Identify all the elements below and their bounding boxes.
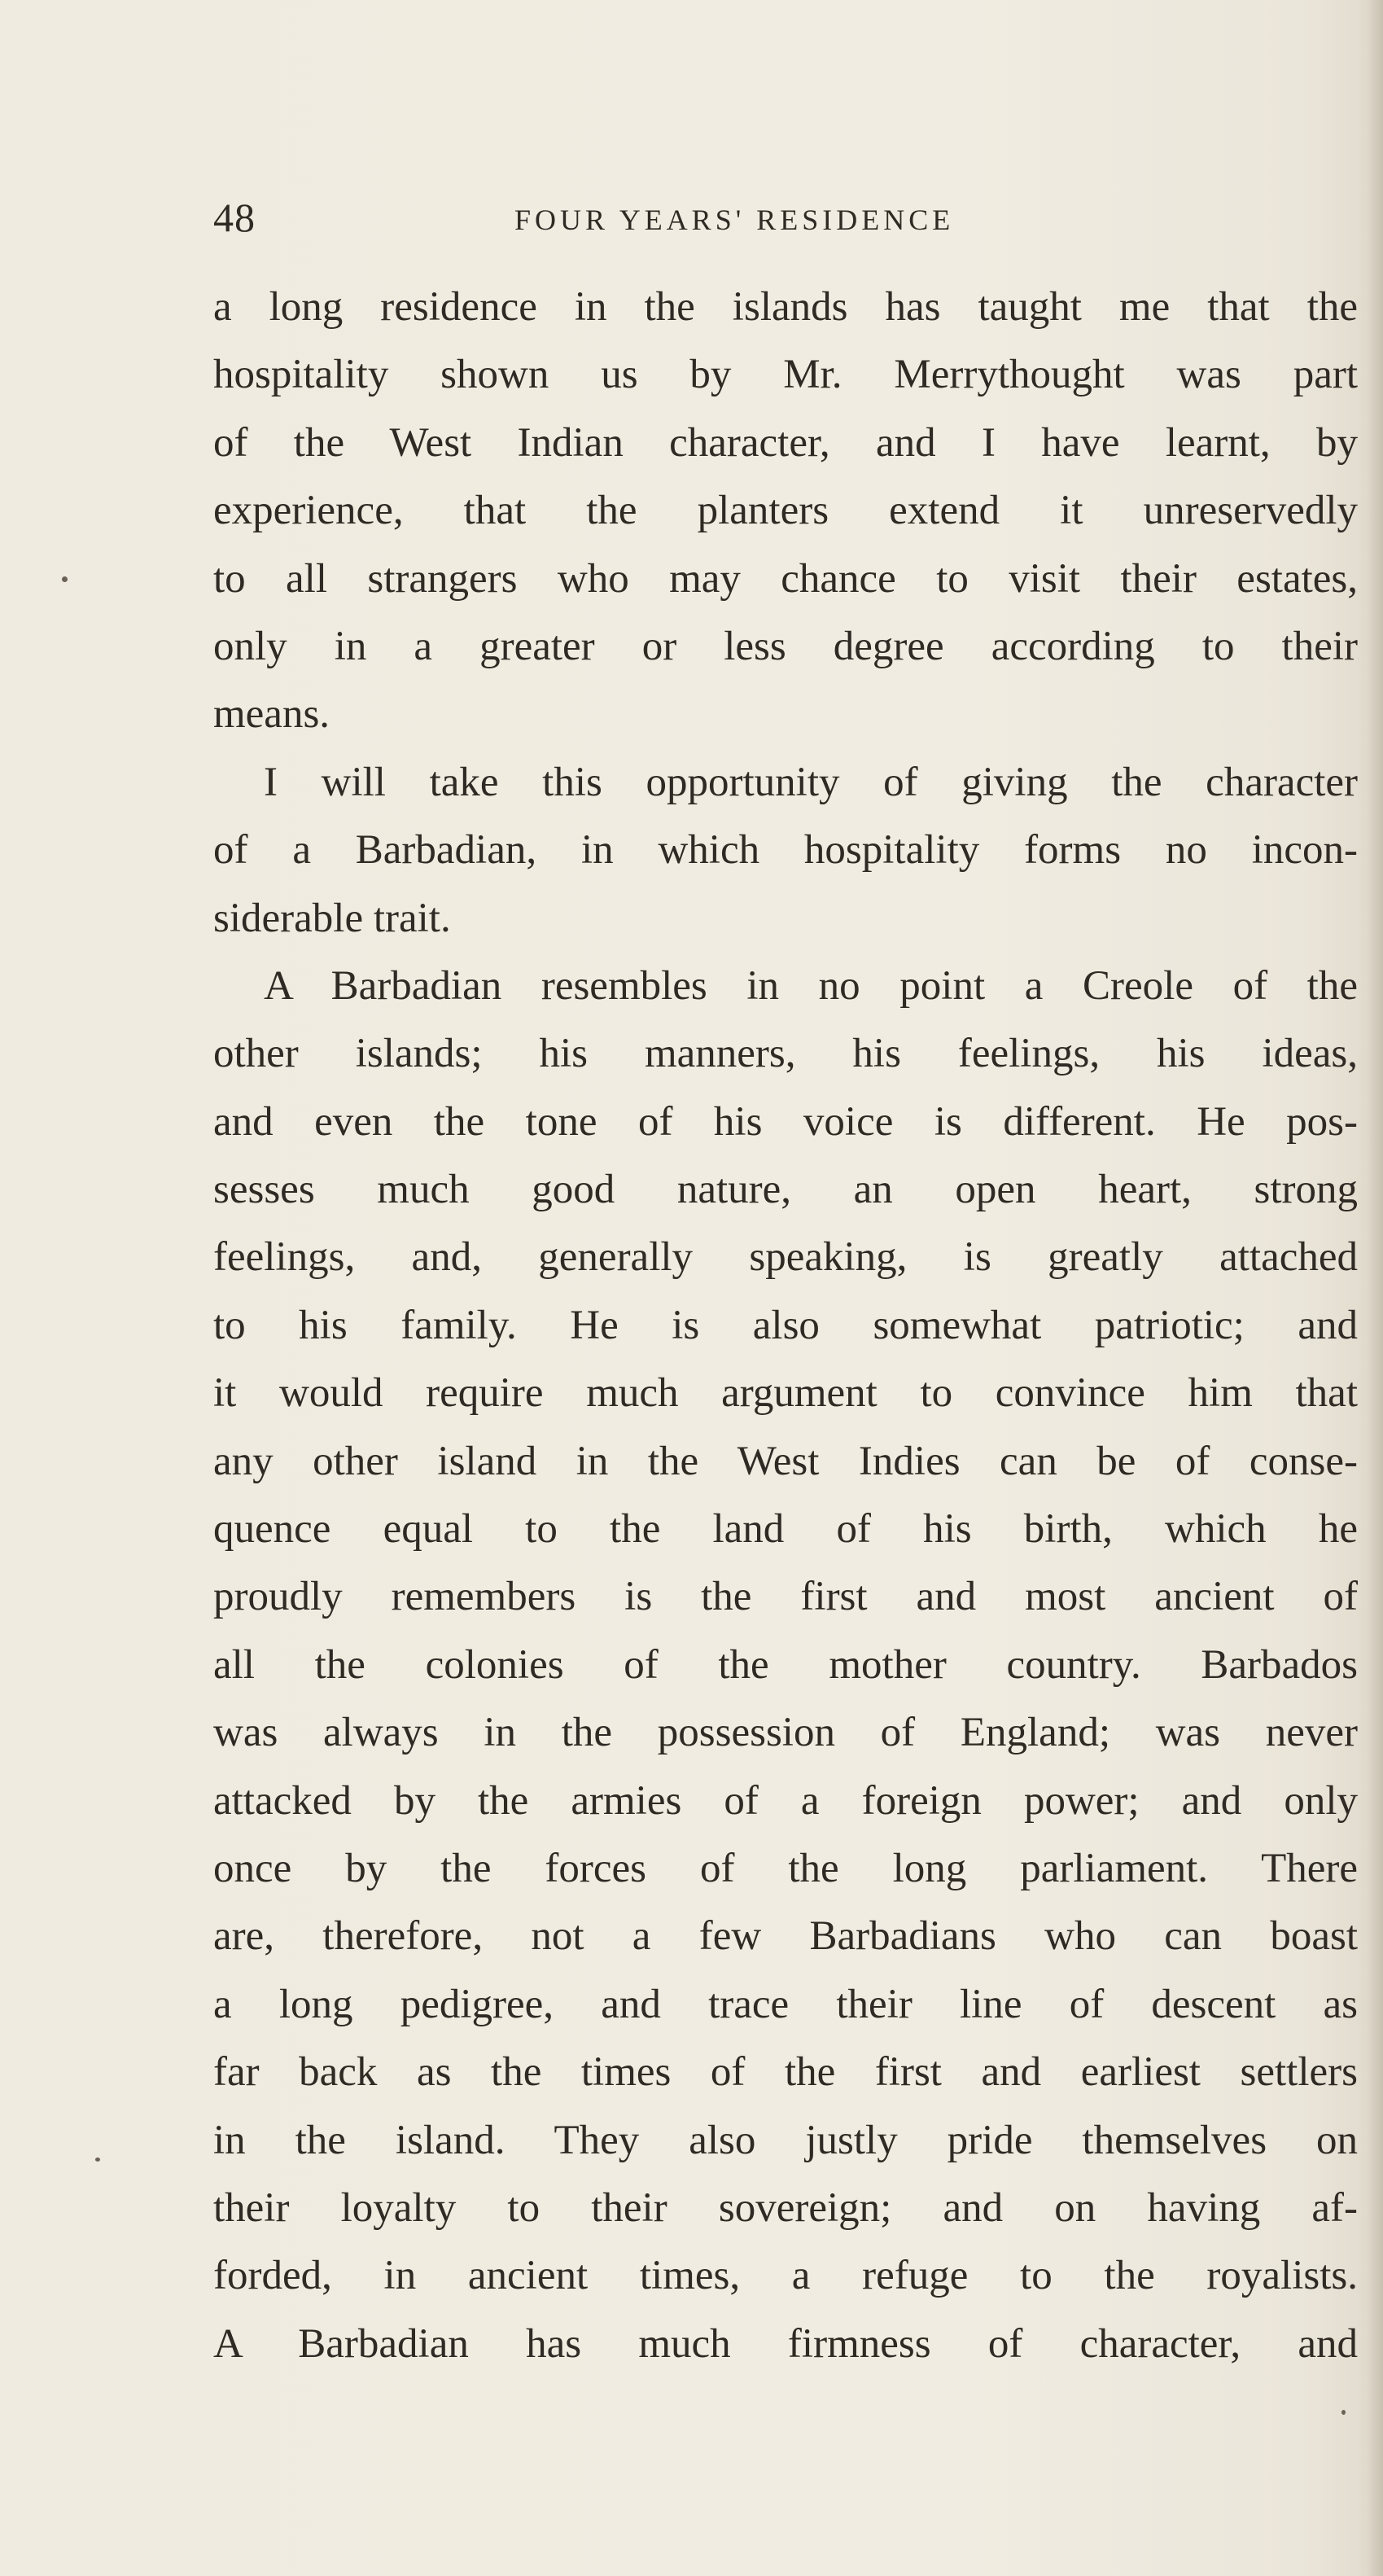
text-line: experience, that the planters extend it unreservedly (213, 488, 1358, 534)
page-header (213, 189, 1353, 246)
text-line: other islands; his manners, his feelings, his ideas, (213, 1031, 1358, 1077)
text-line: are, therefore, not a few Barbadians who can boast (213, 1913, 1358, 1960)
text-line: A Barbadian has much firmness of character, and (213, 2320, 1358, 2367)
text-line: it would require much argument to convince him that (213, 1370, 1358, 1417)
running-head: FOUR YEARS' RESIDENCE (514, 204, 955, 236)
text-line: hospitality shown us by Mr. Merrythought was part (213, 352, 1358, 398)
text-line: to his family. He is also somewhat patriotic; and (213, 1302, 1358, 1348)
text-line: a long pedigree, and trace their line of descent as (213, 1981, 1358, 2027)
page-number: 48 (213, 195, 256, 240)
text-line: all the colonies of the mother country. Barbados (213, 1641, 1358, 1688)
text-line: in the island. They also justly pride themselves on (213, 2117, 1358, 2163)
text-line: to all strangers who may chance to visit their estates, (213, 555, 1358, 602)
text-line: siderable trait. (213, 895, 451, 941)
paper-speck (1341, 2410, 1346, 2415)
text-line: their loyalty to their sovereign; and on having af- (213, 2184, 1358, 2231)
text-line: any other island in the West Indies can be of conse- (213, 1438, 1358, 1484)
page-edge-shadow (1368, 0, 1383, 2576)
text-line: feelings, and, generally speaking, is greatly attached (213, 1234, 1358, 1281)
text-line: only in a greater or less degree according to their (213, 623, 1358, 669)
text-line: of a Barbadian, in which hospitality forms no incon- (213, 827, 1358, 874)
text-line: attacked by the armies of a foreign power; and only (213, 1777, 1358, 1824)
text-line: sesses much good nature, an open heart, strong (213, 1167, 1358, 1213)
text-line: once by the forces of the long parliament. There (213, 1845, 1358, 1891)
text-line: a long residence in the islands has taught me that the (213, 284, 1358, 330)
text-line: proudly remembers is the first and most ancient of (213, 1574, 1358, 1620)
text-line: of the West Indian character, and I have learnt, by (213, 419, 1358, 466)
text-line: far back as the times of the first and earliest settlers (213, 2049, 1358, 2096)
text-line: means. (213, 691, 330, 738)
text-line: A Barbadian resembles in no point a Creole of the (264, 962, 1358, 1009)
text-line: and even the tone of his voice is different. He pos- (213, 1098, 1358, 1145)
text-line: forded, in ancient times, a refuge to the royalists. (213, 2253, 1358, 2299)
paper-speck (95, 2158, 100, 2162)
body-text (213, 274, 1358, 2378)
text-line: I will take this opportunity of giving the character (264, 759, 1358, 805)
text-line: was always in the possession of England; was never (213, 1710, 1358, 1756)
paper-speck (62, 576, 68, 582)
text-line: quence equal to the land of his birth, which he (213, 1506, 1358, 1553)
